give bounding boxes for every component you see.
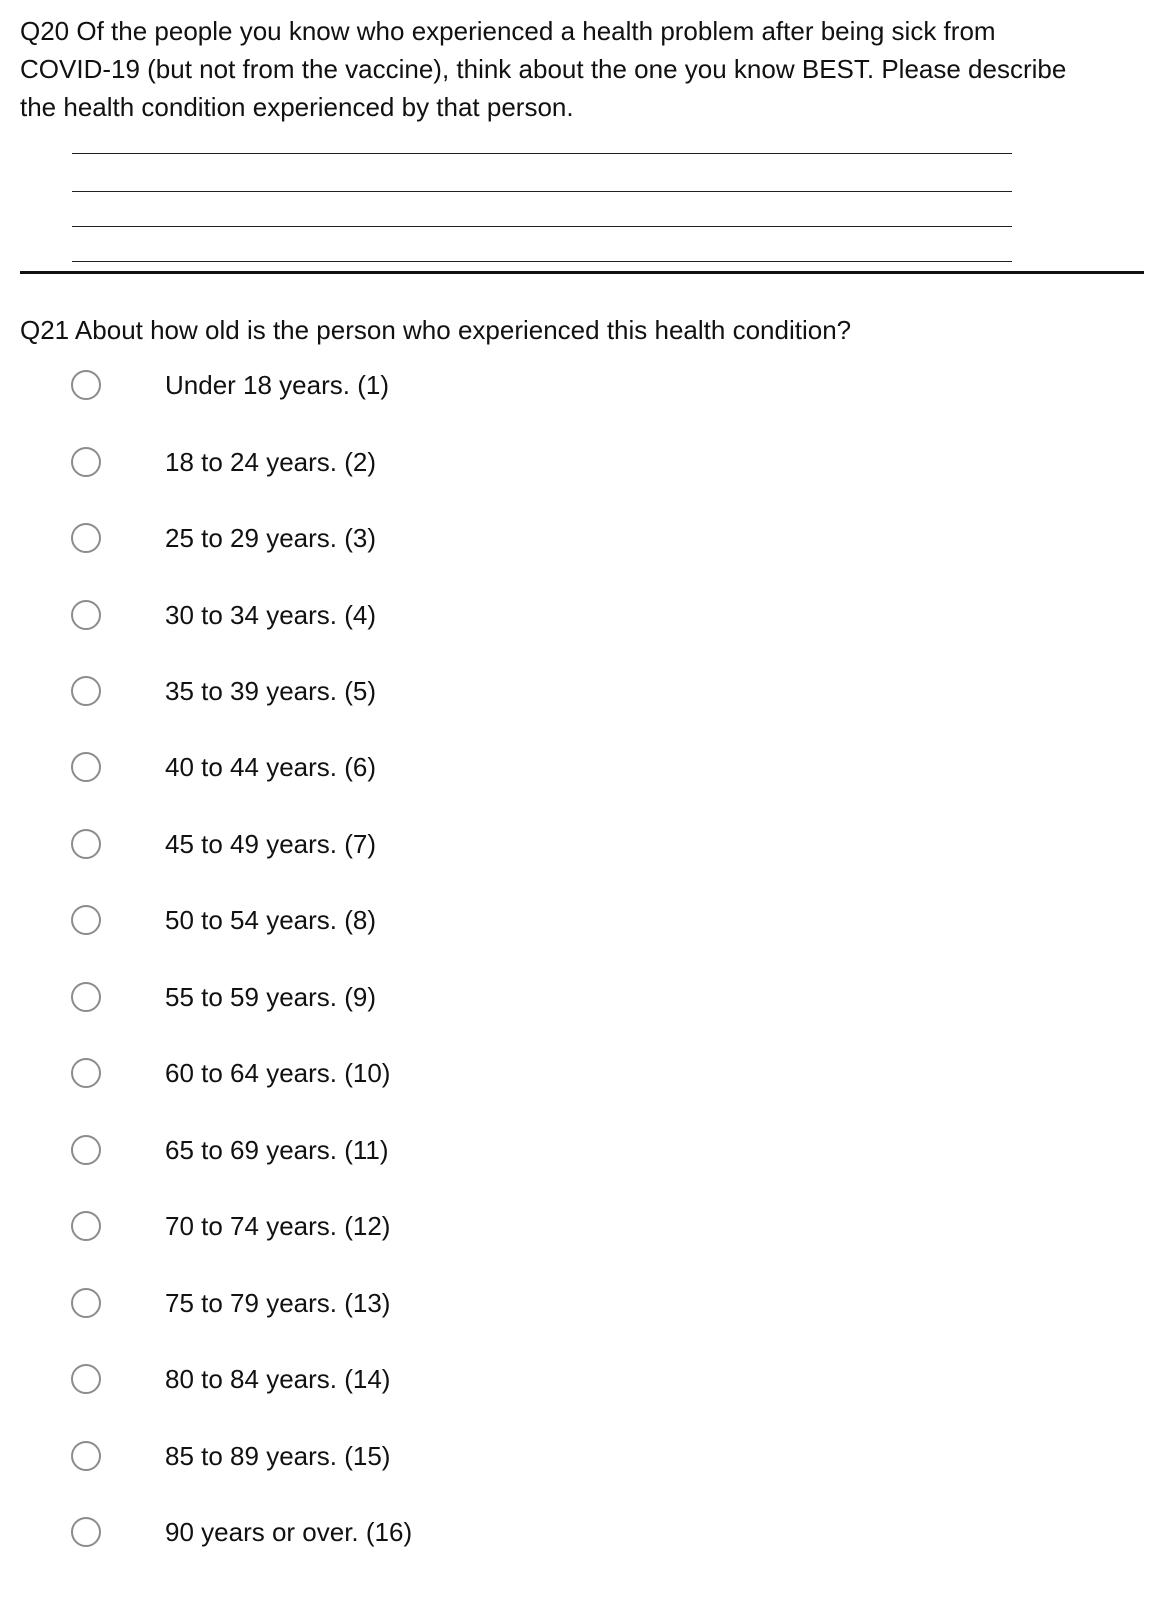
radio-button-icon[interactable] <box>71 1211 101 1241</box>
q21-option-label: 30 to 34 years. (4) <box>165 600 376 630</box>
q21-option-label: 70 to 74 years. (12) <box>165 1211 391 1241</box>
q21-option-label: 80 to 84 years. (14) <box>165 1364 391 1394</box>
q21-option-10[interactable] <box>0 1055 1162 1095</box>
q20-answer-line-1[interactable] <box>72 153 1012 154</box>
radio-button-icon[interactable] <box>71 829 101 859</box>
q21-option-6[interactable] <box>0 749 1162 789</box>
radio-button-icon[interactable] <box>71 1517 101 1547</box>
q21-option-label: 35 to 39 years. (5) <box>165 676 376 706</box>
q21-option-label: 25 to 29 years. (3) <box>165 523 376 553</box>
radio-button-icon[interactable] <box>71 905 101 935</box>
radio-button-icon[interactable] <box>71 600 101 630</box>
q21-option-9[interactable] <box>0 979 1162 1019</box>
q21-option-15[interactable] <box>0 1438 1162 1478</box>
q21-option-label: 45 to 49 years. (7) <box>165 829 376 859</box>
q21-option-label: 75 to 79 years. (13) <box>165 1288 391 1318</box>
q21-option-14[interactable] <box>0 1361 1162 1401</box>
radio-button-icon[interactable] <box>71 447 101 477</box>
radio-button-icon[interactable] <box>71 1288 101 1318</box>
radio-button-icon[interactable] <box>71 1364 101 1394</box>
q21-question-text: Q21 About how old is the person who experienced this health condition? <box>20 315 852 345</box>
q21-option-16[interactable] <box>0 1514 1162 1554</box>
radio-button-icon[interactable] <box>71 1058 101 1088</box>
q21-option-label: 65 to 69 years. (11) <box>165 1135 389 1165</box>
radio-button-icon[interactable] <box>71 1441 101 1471</box>
q20-answer-line-3[interactable] <box>72 226 1012 227</box>
radio-button-icon[interactable] <box>71 752 101 782</box>
q20-answer-line-2[interactable] <box>72 191 1012 192</box>
q21-option-13[interactable] <box>0 1285 1162 1325</box>
radio-button-icon[interactable] <box>71 1135 101 1165</box>
radio-button-icon[interactable] <box>71 523 101 553</box>
q21-option-label: Under 18 years. (1) <box>165 370 389 400</box>
radio-button-icon[interactable] <box>71 676 101 706</box>
q21-option-label: 50 to 54 years. (8) <box>165 905 376 935</box>
q21-option-12[interactable] <box>0 1208 1162 1248</box>
q21-option-4[interactable] <box>0 597 1162 637</box>
radio-button-icon[interactable] <box>71 370 101 400</box>
q21-option-11[interactable] <box>0 1132 1162 1172</box>
q21-option-label: 60 to 64 years. (10) <box>165 1058 391 1088</box>
q20-question-text: Q20 Of the people you know who experienced a health problem after being sick from COVID-19 (but not from the vaccine), think about the one you know BEST. Please describe the health condition experienced by that person. <box>20 16 1067 122</box>
q20-answer-line-4[interactable] <box>72 261 1012 262</box>
q21-option-label: 40 to 44 years. (6) <box>165 752 376 782</box>
q21-option-2[interactable] <box>0 444 1162 484</box>
q21-option-label: 55 to 59 years. (9) <box>165 982 376 1012</box>
q21-option-5[interactable] <box>0 673 1162 713</box>
q21-option-label: 90 years or over. (16) <box>165 1517 413 1547</box>
q21-option-label: 18 to 24 years. (2) <box>165 447 376 477</box>
q21-option-7[interactable] <box>0 826 1162 866</box>
q21-option-1[interactable] <box>0 367 1162 407</box>
q21-option-label: 85 to 89 years. (15) <box>165 1441 391 1471</box>
question-separator <box>20 271 1144 274</box>
radio-button-icon[interactable] <box>71 982 101 1012</box>
q21-option-3[interactable] <box>0 520 1162 560</box>
q21-option-8[interactable] <box>0 902 1162 942</box>
